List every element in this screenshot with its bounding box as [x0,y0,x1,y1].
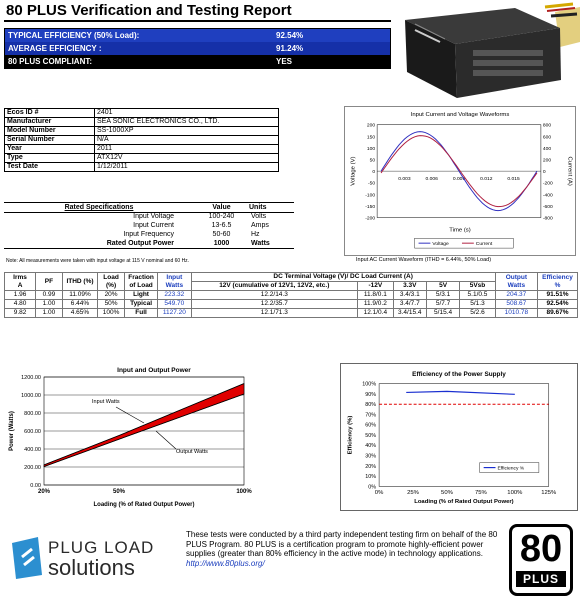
efficiency-ytick: 50% [365,433,377,439]
wave-ylabel-left: Voltage (V) [350,156,357,186]
info-value: 1/12/2011 [95,163,279,172]
cell-load: 100% [98,309,125,318]
info-value: SS-1000XP [95,127,279,136]
efficiency-xlabel: Loading (% of Rated Output Power) [414,499,514,506]
cell-v12: 12.1/71.3 [191,309,358,318]
waveform-caption: Input AC Current Waveform (ITHD = 6.44%, 50% Load) [356,257,492,263]
power-ytick: 600.00 [24,429,41,435]
power-xtick: 100% [236,489,252,495]
cell-vsb: 5/2.6 [460,309,496,318]
summary-row-compliant: 80 PLUS COMPLIANT: YES [5,55,390,68]
wave-xtick: 0.006 [425,177,438,183]
voltage-legend-label: Voltage [432,242,449,248]
rated-specs-table [4,202,294,249]
wave-ytick-left: 150 [366,135,376,141]
efficiency-ytick: 10% [365,474,377,481]
info-row [5,136,279,145]
cell-v5: 5/7.7 [426,300,459,309]
info-row [5,118,279,127]
cell-v12: 12.2/14.3 [191,291,358,300]
input-watts-annotation: Input Watts [92,399,120,405]
info-key: Year [5,145,95,154]
info-row [5,109,279,118]
info-value: 2011 [95,145,279,154]
measurement-row [5,309,578,318]
cell-out: 204.37 [495,291,537,300]
wave-xlabel: Time (s) [449,227,471,234]
spec-value: 1000 [194,240,249,249]
summary-row-average: AVERAGE EFFICIENCY : 91.24% [5,42,390,55]
col-5vsb: 5Vsb [460,282,496,291]
efficiency-xtick: 75% [474,490,487,497]
cell-irms: 1.96 [5,291,36,300]
summary-box [4,28,391,69]
power-ylabel: Power (Watts) [9,411,15,451]
wave-ytick-left: -100 [365,193,376,199]
spec-units: Watts [249,240,294,249]
80plus-link[interactable]: http://www.80plus.org/ [186,558,265,568]
wave-ytick-right: -600 [542,204,553,210]
info-value: N/A [95,136,279,145]
wave-ytick-left: 100 [366,146,376,152]
col-efficiency: Efficiency % [537,273,577,291]
logo-mark-icon [12,537,42,579]
wave-ytick-right: 600 [542,135,552,141]
power-ytick: 1200.00 [21,375,41,381]
wave-ytick-right: -200 [542,181,553,187]
power-chart-title: Input and Output Power [117,367,191,374]
spec-row [4,213,294,222]
col-output: Output Watts [495,273,537,291]
wave-ytick-left: -150 [365,204,376,210]
cell-out: 508.67 [495,300,537,309]
spec-value: 50-60 [212,231,231,238]
measurement-row [5,291,578,300]
spec-name: Input Frequency [123,231,174,238]
spec-name: Rated Output Power [4,240,194,249]
logo-text-1: PLUG LOAD [48,538,155,557]
info-value: ATX12V [95,154,279,163]
power-xtick: 50% [112,489,126,495]
cell-eff: 91.51% [537,291,577,300]
specs-header-value: Value [194,203,249,213]
cell-pf: 1.00 [36,309,63,318]
efficiency-ytick: 20% [365,463,377,470]
spec-units: Hz [251,231,260,238]
efficiency-ytick: 70% [365,412,377,419]
col-ithd: ITHD (%) [62,273,98,291]
power-ytick: 0.00 [30,483,41,489]
cell-pf: 0.99 [36,291,63,300]
cell-ithd: 6.44% [62,300,98,309]
report-title: 80 PLUS Verification and Testing Report [6,2,292,19]
info-row [5,127,279,136]
cell-m12: 11.8/0.1 [358,291,394,300]
measurement-row [5,300,578,309]
power-ytick: 1000.00 [21,393,41,399]
col-pf: PF [36,273,63,291]
wave-xtick: 0.003 [398,177,411,183]
spec-units: Volts [251,213,267,221]
efficiency-xtick: 50% [441,490,453,497]
col-input: Input Watts [158,273,191,291]
cell-in: 1127.20 [158,309,191,318]
cell-load: 20% [98,291,125,300]
spec-name: Input Voltage [133,213,174,221]
cell-v33: 3.4/3.1 [393,291,426,300]
efficiency-chart [340,363,578,511]
summary-row-typical: TYPICAL EFFICIENCY (50% Load): 92.54% [5,29,390,42]
efficiency-ytick: 60% [365,422,377,429]
cell-m12: 11.9/0.2 [358,300,394,309]
efficiency-ytick: 80% [365,402,377,409]
cell-ithd: 11.09% [62,291,98,300]
cell-frac: Full [124,309,157,318]
spec-name: Input Current [133,222,174,229]
info-key: Test Date [5,163,95,172]
info-key: Model Number [5,127,95,136]
wave-ytick-right: 800 [542,123,552,129]
wave-ytick-left: 200 [366,123,376,129]
80plus-badge: 80 PLUS [509,524,573,596]
info-key: Ecos ID # [5,109,95,118]
efficiency-ytick: 0% [368,484,377,491]
efficiency-xtick: 0% [374,490,384,497]
cell-v33: 3.4/7.7 [393,300,426,309]
waveform-chart [344,106,576,256]
cell-m12: 12.1/0.4 [358,309,394,318]
info-row [5,154,279,163]
efficiency-xtick: 25% [407,490,419,497]
cell-irms: 4.80 [5,300,36,309]
info-value: 2401 [95,109,279,118]
plug-load-logo [8,535,183,580]
cell-frac: Typical [124,300,157,309]
power-supply-image [395,2,580,102]
cell-in: 223.32 [158,291,191,300]
efficiency-ytick: 30% [365,453,377,460]
col-fraction: Fraction of Load [124,273,157,291]
wave-ytick-right: 400 [542,146,552,152]
cell-vsb: 5/1.3 [460,300,496,309]
power-xtick: 20% [37,489,51,495]
wave-xtick: 0.012 [480,177,493,183]
product-info-table [4,108,279,172]
wave-ytick-right: -800 [542,216,553,222]
efficiency-ytick: 40% [365,443,377,450]
cell-v12: 12.2/35.7 [191,300,358,309]
measurement-note: Note: All measurements were taken with input voltage at 115 V nominal and 60 Hz. [6,258,190,264]
info-key: Type [5,154,95,163]
cell-pf: 1.00 [36,300,63,309]
efficiency-chart-title: Efficiency of the Power Supply [412,370,506,378]
cell-v33: 3.4/15.4 [393,309,426,318]
wave-ytick-right: 200 [542,158,552,164]
cell-in: 549.70 [158,300,191,309]
spec-value: 100-240 [208,213,235,221]
cell-eff: 92.54% [537,300,577,309]
wave-ytick-right: 0 [542,170,546,176]
col-dc-group: DC Terminal Voltage (V)/ DC Load Current (A) [191,273,495,282]
col-load: Load (%) [98,273,125,291]
cell-out: 1010.78 [495,309,537,318]
wave-ytick-left: -50 [368,181,376,187]
specs-header-units: Units [249,203,294,213]
spec-row [4,231,294,240]
cell-ithd: 4.65% [62,309,98,318]
cell-eff: 89.67% [537,309,577,318]
col-m12v: -12V [358,282,394,291]
cell-v5: 5/15.4 [426,309,459,318]
waveform-title: Input Current and Voltage Waveforms [410,111,510,118]
info-key: Serial Number [5,136,95,145]
specs-header-name: Rated Specifications [4,203,194,213]
power-ytick: 200.00 [24,465,41,471]
cell-load: 50% [98,300,125,309]
spec-row [4,222,294,231]
power-chart [4,361,267,511]
spec-row [4,240,294,249]
col-5v: 5V [426,282,459,291]
efficiency-xtick: 125% [541,490,557,497]
col-33v: 3.3V [393,282,426,291]
power-xlabel: Loading (% of Rated Output Power) [93,502,195,508]
footer-text: These tests were conducted by a third party independent testing firm on behalf of the 80 PLUS Program. 80 PLUS is a certification program to promote highly-efficient power supplies (greater than 80% efficiency in the active mode) in technology applications. http://www.80plus.org/ [186,530,498,568]
info-value: SEA SONIC ELECTRONICS CO., LTD. [95,118,279,127]
cell-frac: Light [124,291,157,300]
info-row [5,145,279,154]
efficiency-ylabel: Efficiency (%) [347,415,354,455]
efficiency-ytick: 90% [365,391,377,398]
wave-xtick: 0.015 [507,177,520,183]
title-underline [4,20,391,22]
efficiency-ytick: 100% [362,381,377,388]
wave-ytick-left: -200 [365,216,376,222]
spec-value: 13-6.5 [211,222,232,229]
efficiency-xtick: 100% [507,490,523,497]
power-ytick: 400.00 [24,447,41,453]
power-ytick: 800.00 [24,411,41,417]
info-row [5,163,279,172]
wave-ytick-left: 50 [369,158,376,164]
col-12v: 12V (cumulative of 12V1, 12V2, etc.) [191,282,358,291]
logo-text-2: solutions [48,555,135,580]
cell-irms: 9.82 [5,309,36,318]
wave-xtick: 0.009 [452,177,466,183]
info-key: Manufacturer [5,118,95,127]
cell-v5: 5/3.1 [426,291,459,300]
measurements-table [4,272,578,318]
cell-vsb: 5.1/0.5 [460,291,496,300]
output-watts-annotation: Output Watts [176,449,208,455]
wave-ytick-right: -400 [542,193,553,199]
spec-units: Amps [251,222,269,229]
col-irms: Irms A [5,273,36,291]
current-legend-label: Current [475,242,493,248]
wave-ytick-left: 0 [372,170,376,176]
wave-ylabel-right: Current (A) [566,156,573,186]
efficiency-legend-label: Efficiency % [497,466,525,472]
